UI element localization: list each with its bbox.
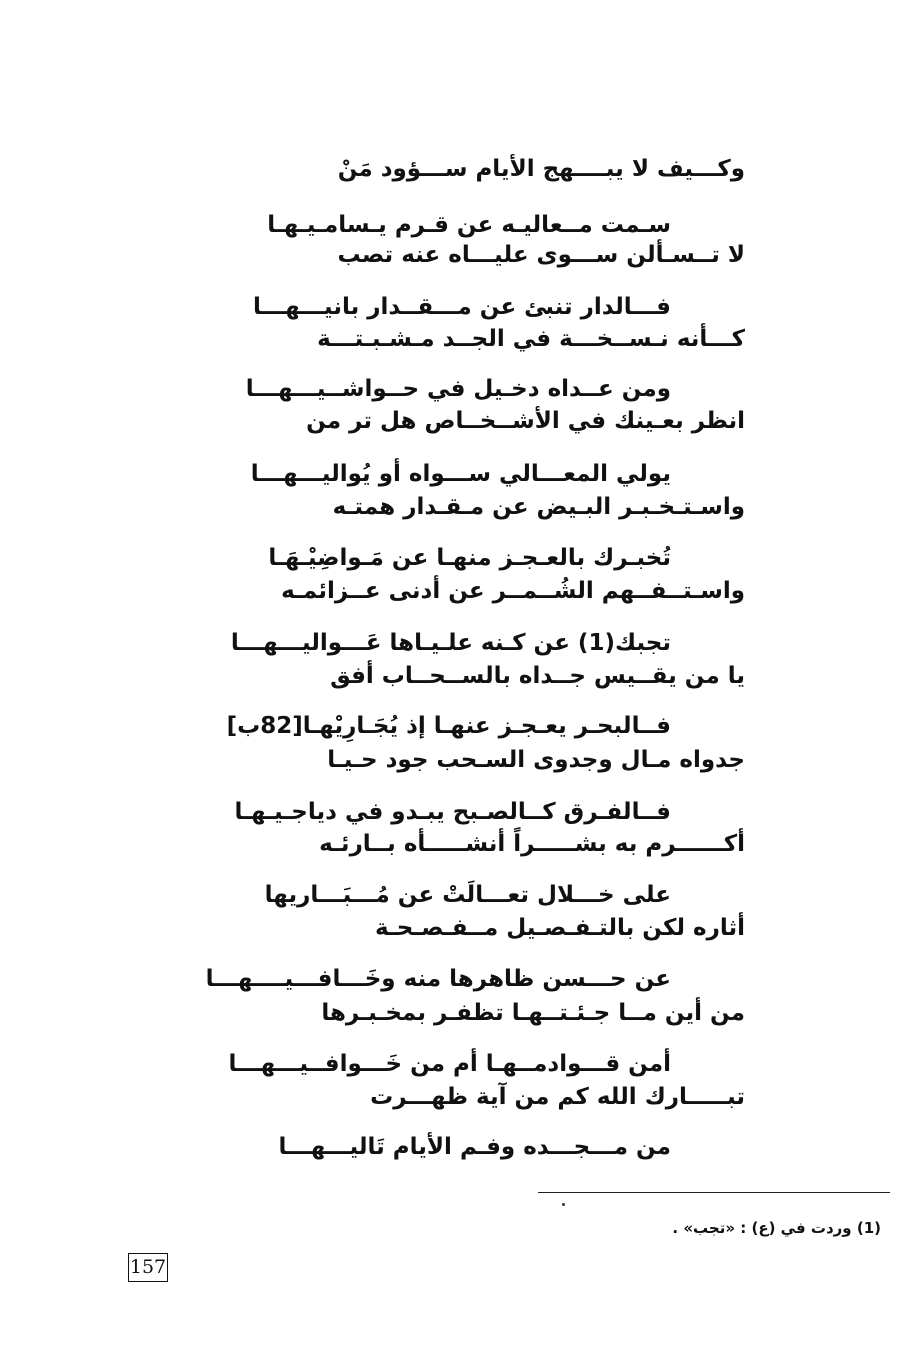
verse-line-9: واسـتـخـبـر البـيض عن مـقـدار همتـه (332, 494, 745, 520)
verse-line-24: من مـــجـــده وفـم الأيام تَاليـــهـــا (278, 1134, 671, 1160)
verse-line-22: أمن قـــوادمــهـا أم من خَـــوافــيـــهـــا (228, 1051, 671, 1077)
verse-line-17: أكــــــرم به بشـــــراً أنشـــــأه بــارئـه (319, 831, 745, 857)
page-number: 157 (128, 1253, 168, 1282)
scan-speck (562, 1203, 565, 1206)
verse-line-2: سـمت مــعاليـه عن قـرم يـسامـيـهـا (267, 212, 671, 238)
verse-line-5: كـــأنه نـســخـــة في الجــد مـشـبـتـــة (317, 326, 745, 352)
verse-line-15: جدواه مـال وجدوى السـحب جود حـيـا (327, 747, 745, 773)
verse-line-23: تبـــــارك الله كم من آية ظهـــرت (370, 1084, 745, 1110)
footnote: (1) وردت في (ع) : «تجب» . (672, 1219, 881, 1237)
verse-line-14: فــالبحـر يعـجـز عنهـا إذ يُجَـارِيْهـا[82ب] (226, 713, 671, 739)
verse-line-16: فــالفـرق كــالصـبح يبـدو في دياجـيـهـا (234, 799, 671, 825)
verse-line-4: فـــالدار تنبئ عن مـــقــدار بانيـــهـــا (252, 294, 671, 320)
verse-line-21: من أين مــا جـئـتــهـا تظفـر بمخـبـرها (321, 1000, 745, 1026)
verse-line-11: واسـتــفــهم الشُــمــر عن أدنى عــزائمـه (281, 578, 745, 604)
verse-line-12: تجبك(1) عن كـنه علـيـاها عَـــواليـــهـــا (230, 630, 671, 656)
verse-line-7: انظر بعـينك في الأشــخــاص هل تر من (306, 408, 745, 434)
verse-line-13: يا من يقــيس جــداه بالســحــاب أفق (330, 663, 745, 689)
verse-line-3: لا تــسـألن ســـوى عليـــاه عنه تصب (337, 242, 745, 268)
verse-line-19: أثاره لكن بالتـفـصـيل مــفـصـحـة (374, 915, 745, 941)
verse-line-6: ومن عــداه دخـيل في حــواشــيـــهـــا (245, 376, 671, 402)
verse-line-10: تُخبـرك بالعـجـز منهـا عن مَـواضِيْـهَـا (268, 545, 671, 571)
verse-line-8: يولي المعـــالي ســـواه أو يُواليـــهـــا (250, 461, 671, 487)
verse-line-18: على خـــلال تعـــالَتْ عن مُـــبَـــاريها (264, 882, 671, 908)
verse-line-1: وكـــيف لا يبــــهج الأيام ســـؤود مَنْ (337, 156, 745, 182)
verse-line-20: عن حـــسن ظاهرها منه وخَـــافـــيــــهـــا (205, 966, 671, 992)
footnote-divider (538, 1192, 890, 1193)
